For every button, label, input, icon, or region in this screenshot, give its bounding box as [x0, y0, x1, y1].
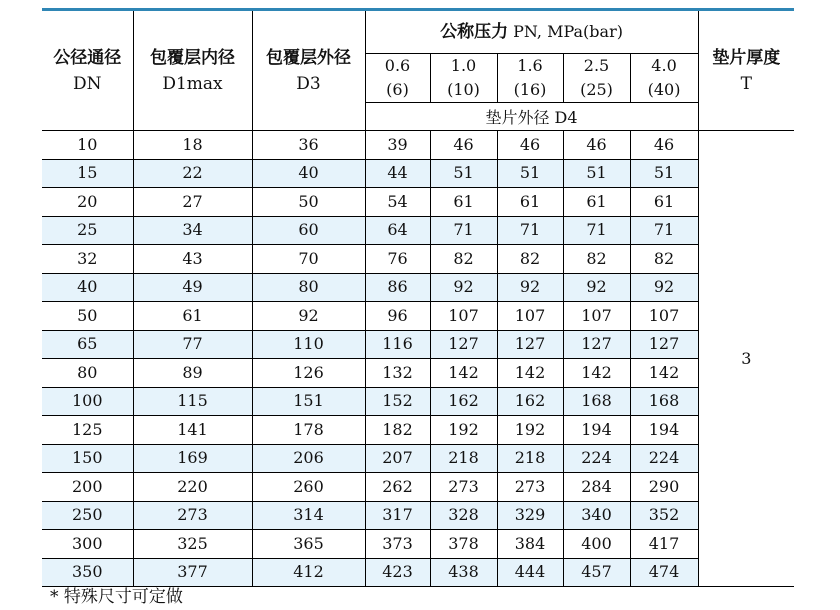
cell-d1: 77: [133, 330, 252, 359]
table-row: [42, 530, 794, 559]
cell-d1: 89: [133, 359, 252, 388]
cell-d4: 132: [365, 359, 430, 388]
cell-dn: 200: [42, 473, 133, 502]
cell-d4: 317: [365, 501, 430, 530]
cell-dn: 350: [42, 558, 133, 587]
cell-d4: 61: [497, 188, 563, 217]
cell-d3: 412: [252, 558, 365, 587]
cell-d4: 127: [630, 330, 698, 359]
cell-d4: 284: [563, 473, 630, 502]
cell-d3: 178: [252, 416, 365, 445]
cell-d3: 70: [252, 245, 365, 274]
table-row: [42, 188, 794, 217]
header-thickness: [698, 11, 794, 131]
cell-d1: 18: [133, 131, 252, 160]
cell-d3: 314: [252, 501, 365, 530]
pn-class-bar: (6): [386, 80, 409, 99]
header-pn-title: 公称压力: [440, 22, 509, 42]
cell-d4: 474: [630, 558, 698, 587]
pn-class-mpa: 2.5: [583, 56, 610, 75]
pn-class-bar: (16): [513, 80, 547, 99]
cell-dn: 50: [42, 302, 133, 331]
cell-d3: 260: [252, 473, 365, 502]
cell-d4: 51: [497, 159, 563, 188]
header-dn-title: 公径通径: [53, 47, 122, 68]
cell-d4: 107: [630, 302, 698, 331]
cell-d4: 373: [365, 530, 430, 559]
pn-class-mpa: 0.6: [384, 56, 411, 75]
cell-d1: 61: [133, 302, 252, 331]
table-row: [42, 330, 794, 359]
cell-d4: 82: [630, 245, 698, 274]
cell-d4: 96: [365, 302, 430, 331]
table-body: [42, 131, 794, 587]
cell-d3: 40: [252, 159, 365, 188]
cell-d1: 220: [133, 473, 252, 502]
cell-d1: 43: [133, 245, 252, 274]
cell-d4: 82: [563, 245, 630, 274]
cell-d4: 168: [630, 387, 698, 416]
cell-d4: 152: [365, 387, 430, 416]
cell-d1: 325: [133, 530, 252, 559]
cell-d1: 49: [133, 273, 252, 302]
cell-d4: 61: [630, 188, 698, 217]
table-row: [42, 473, 794, 502]
cell-d4: 51: [563, 159, 630, 188]
header-d1-title: 包覆层内径: [150, 47, 235, 68]
cell-d3: 110: [252, 330, 365, 359]
cell-d4: 82: [497, 245, 563, 274]
cell-d3: 80: [252, 273, 365, 302]
cell-dn: 40: [42, 273, 133, 302]
pn-class-3: [563, 54, 630, 103]
cell-d4: 329: [497, 501, 563, 530]
cell-d4: 107: [497, 302, 563, 331]
cell-d1: 115: [133, 387, 252, 416]
cell-d4: 273: [430, 473, 497, 502]
cell-d4: 76: [365, 245, 430, 274]
cell-d4: 61: [563, 188, 630, 217]
cell-dn: 25: [42, 216, 133, 245]
cell-d4: 46: [563, 131, 630, 160]
cell-d4: 142: [630, 359, 698, 388]
cell-d4: 107: [563, 302, 630, 331]
table-row: [42, 387, 794, 416]
header-pn-units: PN, MPa(bar): [508, 22, 623, 41]
cell-d4: 92: [630, 273, 698, 302]
cell-d4: 92: [430, 273, 497, 302]
cell-d4: 192: [497, 416, 563, 445]
pn-class-mpa: 1.6: [517, 56, 543, 75]
cell-thickness: 3: [698, 131, 794, 587]
table-row: [42, 216, 794, 245]
cell-d4: 224: [630, 444, 698, 473]
header-d1-sub: D1max: [162, 73, 223, 94]
table-row: [42, 416, 794, 445]
cell-d4: 71: [630, 216, 698, 245]
cell-d4: 340: [563, 501, 630, 530]
table-row: [42, 131, 794, 160]
pn-class-bar: (25): [580, 80, 613, 99]
cell-d4: 127: [430, 330, 497, 359]
pn-class-1: [430, 54, 497, 103]
cell-d4: 194: [563, 416, 630, 445]
cell-d4: 142: [497, 359, 563, 388]
cell-d4: 107: [430, 302, 497, 331]
gasket-dimension-table: [42, 11, 794, 587]
cell-d3: 36: [252, 131, 365, 160]
cell-d4: 127: [497, 330, 563, 359]
cell-d4: 194: [630, 416, 698, 445]
table-row: [42, 359, 794, 388]
cell-d4: 444: [497, 558, 563, 587]
cell-d4: 39: [365, 131, 430, 160]
header-pn: [365, 11, 698, 54]
cell-d4: 218: [430, 444, 497, 473]
cell-dn: 150: [42, 444, 133, 473]
cell-d4: 352: [630, 501, 698, 530]
footnote: * 特殊尺寸可定做: [50, 587, 183, 607]
cell-dn: 250: [42, 501, 133, 530]
cell-d3: 50: [252, 188, 365, 217]
cell-d4: 92: [563, 273, 630, 302]
cell-d4: 71: [497, 216, 563, 245]
cell-d4: 438: [430, 558, 497, 587]
cell-d4: 423: [365, 558, 430, 587]
cell-d4: 162: [497, 387, 563, 416]
cell-d4: 168: [563, 387, 630, 416]
cell-d4: 71: [563, 216, 630, 245]
pn-class-mpa: 4.0: [651, 56, 677, 75]
cell-d3: 60: [252, 216, 365, 245]
cell-d4: 127: [563, 330, 630, 359]
table-row: [42, 302, 794, 331]
pn-class-2: [497, 54, 563, 103]
header-d3-sub: D3: [296, 73, 321, 94]
cell-d4: 384: [497, 530, 563, 559]
pn-class-mpa: 1.0: [450, 56, 477, 75]
cell-d4: 273: [497, 473, 563, 502]
cell-d4: 46: [630, 131, 698, 160]
header-d3: [252, 11, 365, 131]
cell-d1: 273: [133, 501, 252, 530]
cell-d4: 224: [563, 444, 630, 473]
pn-class-0: [365, 54, 430, 103]
cell-d4: 92: [497, 273, 563, 302]
header-d4: 垫片外径 D4: [365, 103, 698, 131]
cell-d4: 207: [365, 444, 430, 473]
cell-dn: 80: [42, 359, 133, 388]
header-dn-sub: DN: [72, 73, 102, 94]
header-dn: [42, 11, 133, 131]
cell-d3: 126: [252, 359, 365, 388]
cell-d4: 71: [430, 216, 497, 245]
cell-d4: 142: [430, 359, 497, 388]
cell-dn: 32: [42, 245, 133, 274]
cell-d1: 22: [133, 159, 252, 188]
cell-d4: 61: [430, 188, 497, 217]
pn-class-bar: (40): [647, 80, 681, 99]
header-thickness-sub: T: [740, 73, 752, 94]
cell-d4: 378: [430, 530, 497, 559]
cell-d4: 54: [365, 188, 430, 217]
cell-dn: 15: [42, 159, 133, 188]
cell-d4: 86: [365, 273, 430, 302]
header-thickness-title: 垫片厚度: [712, 47, 781, 68]
table-row: [42, 245, 794, 274]
cell-d4: 192: [430, 416, 497, 445]
pn-class-4: [630, 54, 698, 103]
cell-d4: 182: [365, 416, 430, 445]
cell-d4: 262: [365, 473, 430, 502]
cell-d1: 141: [133, 416, 252, 445]
cell-dn: 65: [42, 330, 133, 359]
cell-d3: 365: [252, 530, 365, 559]
cell-dn: 300: [42, 530, 133, 559]
cell-d4: 218: [497, 444, 563, 473]
cell-d4: 51: [630, 159, 698, 188]
cell-dn: 100: [42, 387, 133, 416]
cell-d4: 116: [365, 330, 430, 359]
table-row: [42, 444, 794, 473]
header-d3-title: 包覆层外径: [266, 47, 351, 68]
table-row: [42, 273, 794, 302]
cell-d4: 142: [563, 359, 630, 388]
cell-d4: 51: [430, 159, 497, 188]
header-d1: [133, 11, 252, 131]
cell-d4: 417: [630, 530, 698, 559]
cell-d1: 377: [133, 558, 252, 587]
cell-d3: 92: [252, 302, 365, 331]
cell-d4: 290: [630, 473, 698, 502]
cell-d3: 206: [252, 444, 365, 473]
cell-dn: 20: [42, 188, 133, 217]
cell-d4: 64: [365, 216, 430, 245]
cell-d4: 162: [430, 387, 497, 416]
cell-dn: 10: [42, 131, 133, 160]
cell-d4: 46: [497, 131, 563, 160]
cell-d3: 151: [252, 387, 365, 416]
table-row: [42, 159, 794, 188]
cell-d4: 44: [365, 159, 430, 188]
gasket-dimension-table-container: [42, 8, 794, 587]
table-row: [42, 501, 794, 530]
cell-d1: 169: [133, 444, 252, 473]
cell-d4: 328: [430, 501, 497, 530]
cell-d4: 457: [563, 558, 630, 587]
cell-d1: 34: [133, 216, 252, 245]
cell-dn: 125: [42, 416, 133, 445]
pn-class-bar: (10): [447, 80, 480, 99]
cell-d4: 400: [563, 530, 630, 559]
cell-d1: 27: [133, 188, 252, 217]
cell-d4: 46: [430, 131, 497, 160]
cell-d4: 82: [430, 245, 497, 274]
